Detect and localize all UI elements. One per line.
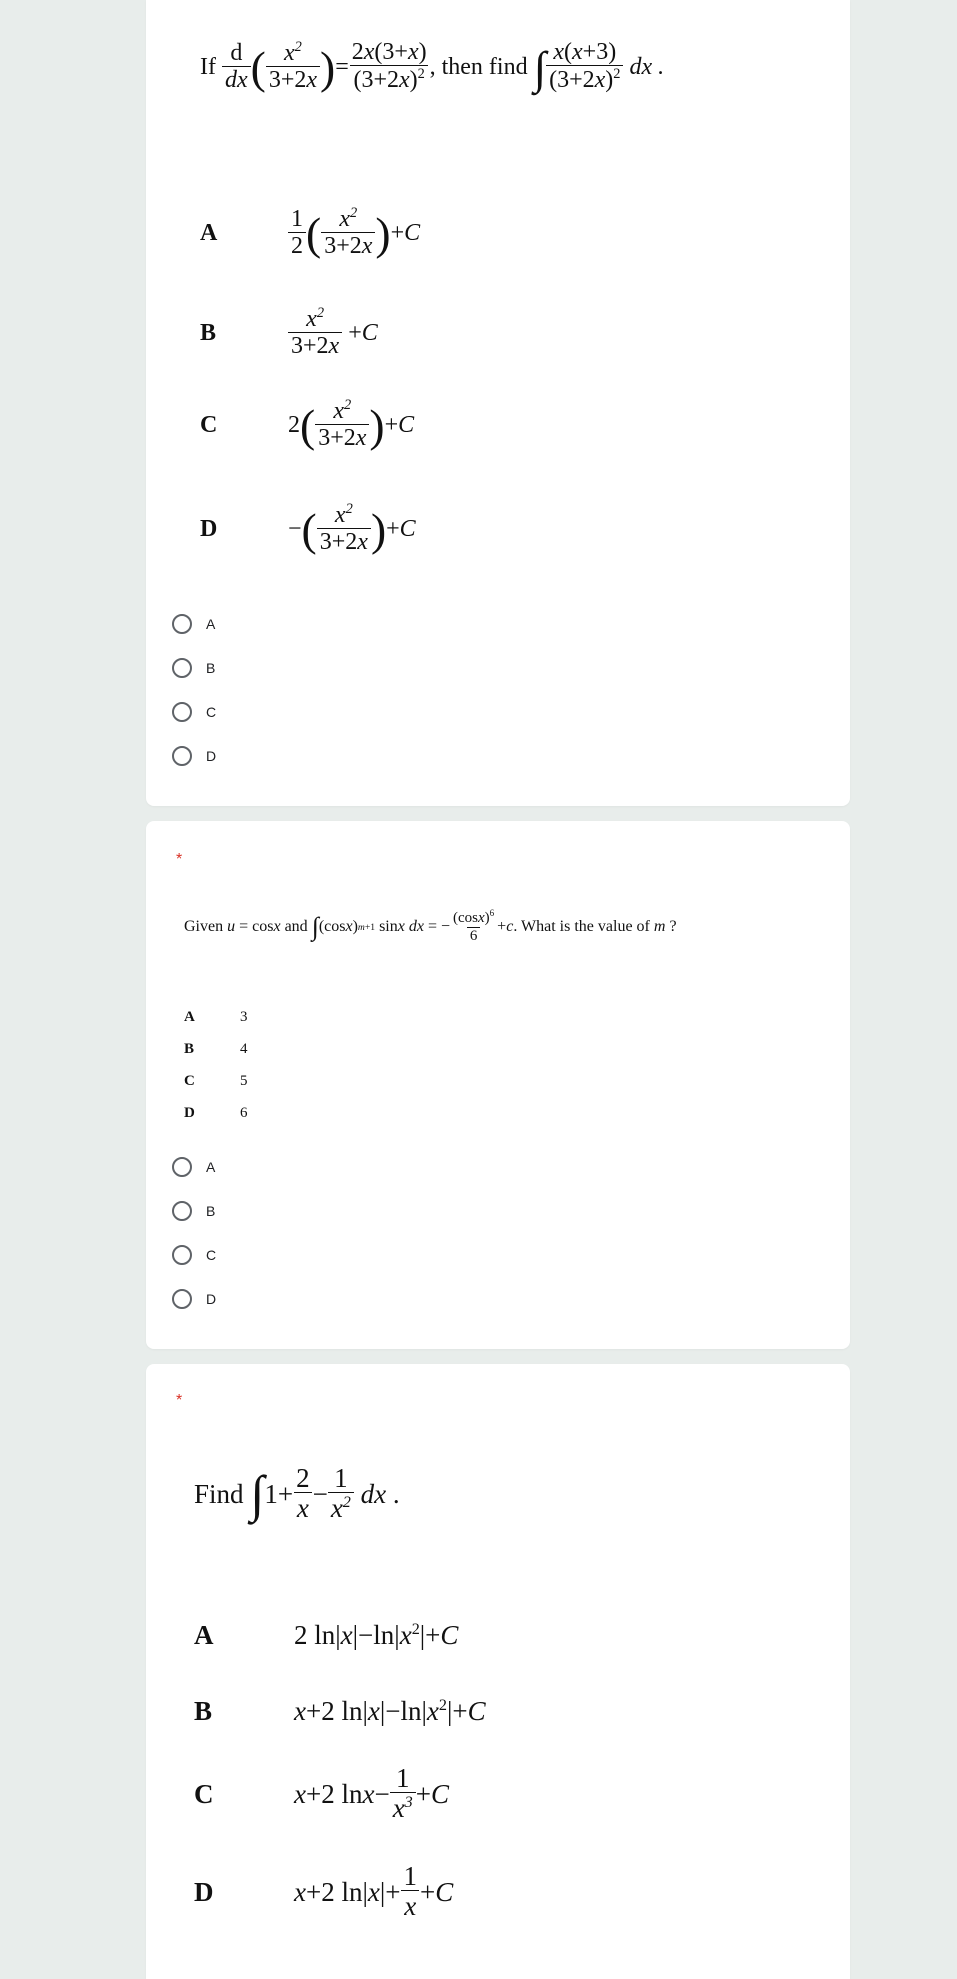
required-asterisk: *: [176, 851, 183, 868]
q2-and-word: and: [284, 918, 308, 935]
q2-option-a-value: 3: [240, 1009, 248, 1025]
q1-if-word: If: [200, 53, 216, 80]
q1-option-d: D − ( $\frac{x^2}{3+2x}$ ) + C: [200, 501, 416, 556]
q2-radio-a[interactable]: [172, 1157, 215, 1177]
q2-option-b: [184, 1041, 248, 1058]
q2-radio-b[interactable]: [172, 1201, 215, 1221]
q2-given-word: Given: [184, 918, 224, 935]
q2-radio-c-label: C: [206, 1247, 217, 1263]
q2-option-a: [184, 1009, 248, 1026]
q2-option-d: [184, 1105, 248, 1122]
q2-option-d-value: 6: [240, 1105, 248, 1121]
q1-radio-a[interactable]: [172, 614, 215, 634]
q2-radio-d-label: D: [206, 1291, 217, 1307]
q1-option-d-label: D: [200, 515, 218, 542]
q3-option-d-label: D: [194, 1876, 214, 1907]
q1-dx: dx .: [629, 53, 665, 80]
q1-radio-d[interactable]: [172, 746, 216, 766]
q3-option-c: C x +2 ln x − $\frac{1}{x^3}$ + C: [194, 1763, 450, 1824]
question-card-2: [146, 821, 850, 1349]
radio-circle[interactable]: [172, 746, 192, 766]
q1-option-b: B $\frac{x^2}{3+2x}$ + C: [200, 305, 378, 360]
radio-circle[interactable]: [172, 1201, 192, 1221]
q3-option-a: A 2 $\ln|x|-\ln|x^2|+C$: [194, 1620, 459, 1650]
q3-option-b-label: B: [194, 1696, 213, 1726]
q2-option-b-label: B: [184, 1041, 195, 1057]
q1-radio-d-label: D: [206, 748, 217, 764]
q1-option-b-label: B: [200, 319, 217, 346]
q1-option-a: A $\frac{1}{2}$ ( $\frac{x^2}{3+2x}$ ) + C: [200, 205, 421, 260]
q1-radio-c-label: C: [206, 704, 217, 720]
q2-option-d-label: D: [184, 1105, 195, 1121]
radio-circle[interactable]: [172, 1245, 192, 1265]
q2-option-b-value: 4: [240, 1041, 248, 1057]
required-asterisk: *: [176, 1392, 183, 1409]
radio-circle[interactable]: [172, 658, 192, 678]
q1-radio-c[interactable]: [172, 702, 216, 722]
q1-radio-b[interactable]: [172, 658, 215, 678]
question-2-text: Given u = cos x and ∫ (cos x ) m+1 sin x dx = − $\frac{(\cos x)^6}{6}$ + c . What is the value of m ?: [184, 908, 677, 944]
q3-option-b: B x+2 $\ln|x|-\ln|x^2|+C$: [194, 1696, 486, 1726]
q2-radio-a-label: A: [206, 1159, 216, 1175]
q3-option-c-label: C: [194, 1778, 214, 1809]
q1-option-c: C 2 ( $\frac{x^2}{3+2x}$ ) + C: [200, 397, 415, 452]
q2-option-c: [184, 1073, 248, 1090]
radio-circle[interactable]: [172, 614, 192, 634]
q2-option-c-value: 5: [240, 1073, 248, 1089]
question-card-3: [146, 1364, 850, 1979]
q1-radio-a-label: A: [206, 616, 216, 632]
question-card-1: [146, 0, 850, 806]
q2-radio-c[interactable]: [172, 1245, 216, 1265]
q2-radio-b-label: B: [206, 1203, 216, 1219]
q2-radio-d[interactable]: [172, 1289, 216, 1309]
q3-option-a-label: A: [194, 1620, 214, 1650]
q2-option-c-label: C: [184, 1073, 195, 1089]
question-1-text: If $\frac{d}{dx}$ ( $\frac{x^2}{3+2x}$ ) = $\frac{2x(3+x)}{(3+2x)^2}$ , then find ∫ $\frac{x(x+3)}{(3+2x)^2}$ dx .: [200, 39, 665, 94]
question-3-text: Find ∫ 1+ $\frac{2}{x}$ − $\frac{1}{x^2}$ dx .: [194, 1463, 400, 1524]
q3-option-d: D x +2 ln| x |+ $\frac{1}{x}$ + C: [194, 1861, 454, 1922]
q1-option-a-label: A: [200, 219, 218, 246]
radio-circle[interactable]: [172, 702, 192, 722]
q1-option-c-label: C: [200, 411, 218, 438]
q2-question-tail: . What is the value of: [513, 918, 650, 935]
radio-circle[interactable]: [172, 1289, 192, 1309]
q2-option-a-label: A: [184, 1009, 195, 1025]
radio-circle[interactable]: [172, 1157, 192, 1177]
q1-then-find: , then find: [429, 53, 528, 80]
q1-radio-b-label: B: [206, 660, 216, 676]
q3-find-word: Find: [194, 1478, 244, 1509]
